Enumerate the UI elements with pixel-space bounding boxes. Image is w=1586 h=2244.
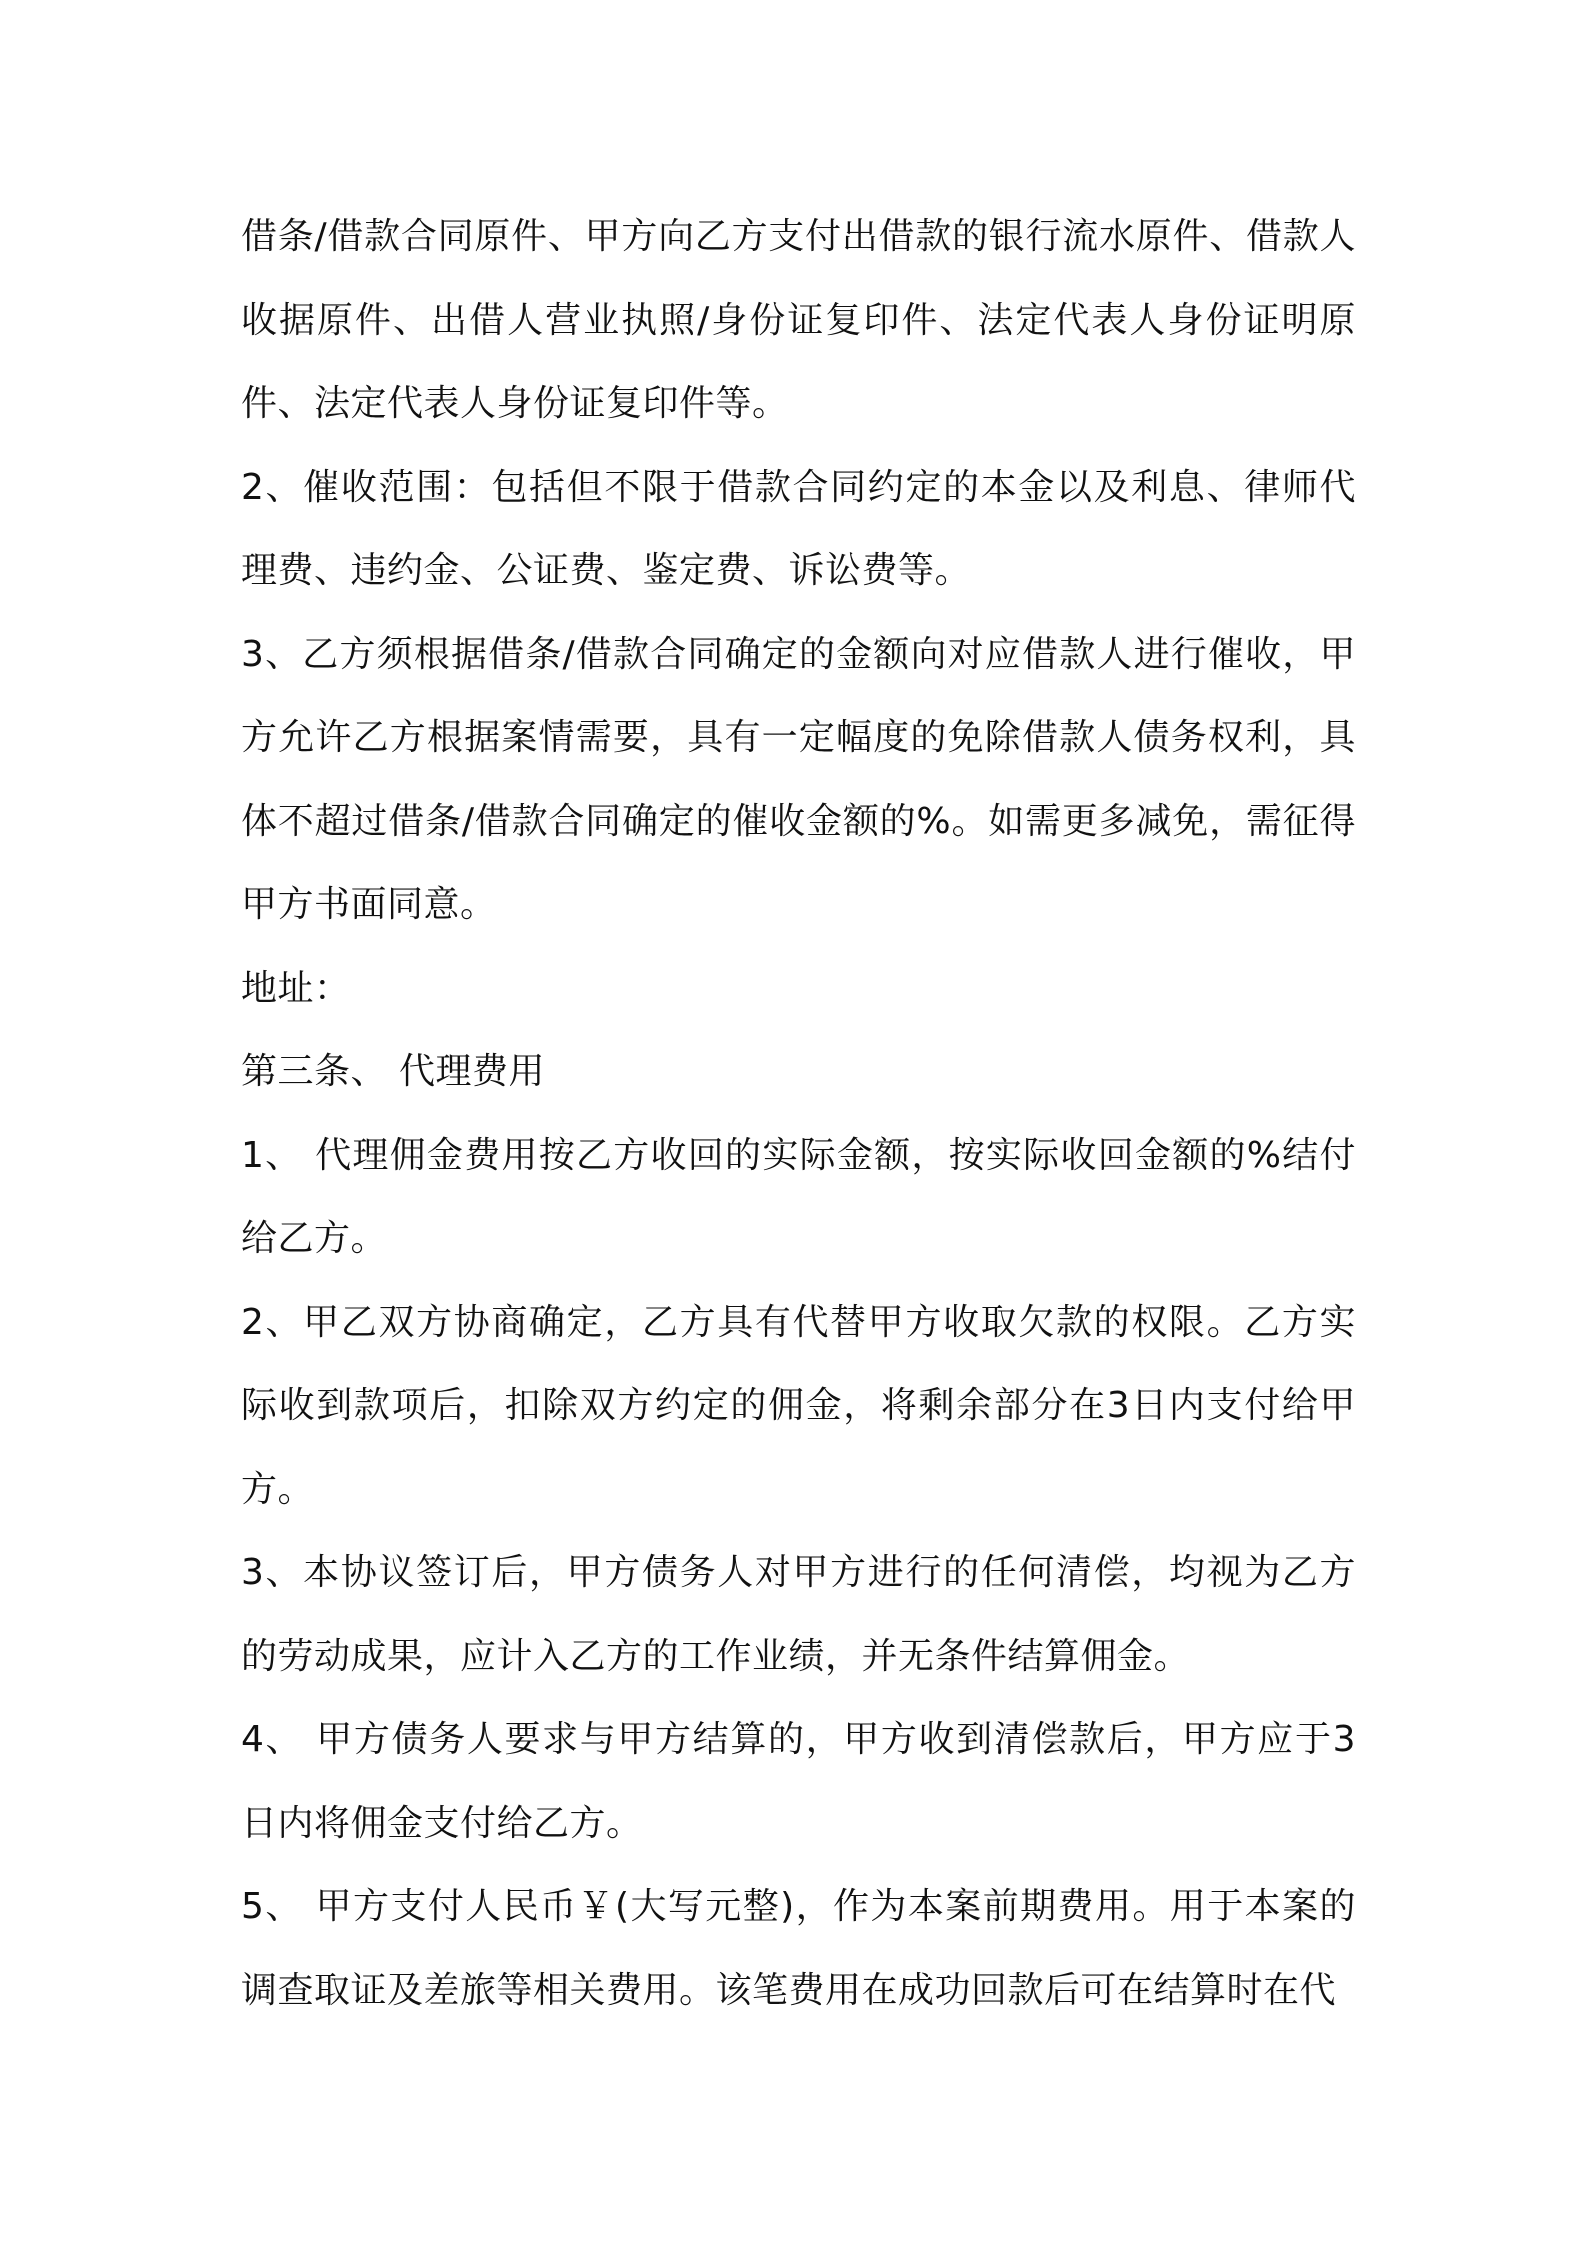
document-body [241,195,1356,2032]
paragraph-address: 地址： [241,967,351,1009]
paragraph-fee-item-2: 2、甲乙双方协商确定，乙方具有代替甲方收取欠款的权限。乙方实际收到款项后，扣除双方约定的佣金，将剩余部分在3日内支付给甲方。 [241,1301,1356,1510]
paragraph-collection-scope: 2、催收范围：包括但不限于借款合同约定的本金以及利息、律师代理费、违约金、公证费、鉴定费、诉讼费等。 [241,466,1356,591]
paragraph-fee-item-3: 3、本协议签订后，甲方债务人对甲方进行的任何清偿，均视为乙方的劳动成果，应计入乙方的工作业绩，并无条件结算佣金。 [241,1552,1356,1677]
section-heading-agency-fees: 第三条、 代理费用 [241,1051,545,1092]
paragraph-fee-item-5: 5、 甲方支付人民币￥(大写元整)，作为本案前期费用。用于本案的调查取证及差旅等相关费用。该笔费用在成功回款后可在结算时在代 [241,1886,1356,2011]
paragraph-fee-item-1: 1、 代理佣金费用按乙方收回的实际金额，按实际收回金额的%结付给乙方。 [241,1134,1356,1259]
paragraph-materials: 借条/借款合同原件、甲方向乙方支付出借款的银行流水原件、借款人收据原件、出借人营业执照/身份证复印件、法定代表人身份证明原件、法定代表人身份证复印件等。 [241,216,1356,424]
paragraph-collection-amount: 3、乙方须根据借条/借款合同确定的金额向对应借款人进行催收，甲方允许乙方根据案情需要，具有一定幅度的免除借款人债务权利，具体不超过借条/借款合同确定的催收金额的%。如需更多减免，需征得甲方书面同意。 [241,633,1356,925]
paragraph-fee-item-4: 4、 甲方债务人要求与甲方结算的，甲方收到清偿款后，甲方应于3日内将佣金支付给乙方。 [241,1719,1356,1844]
